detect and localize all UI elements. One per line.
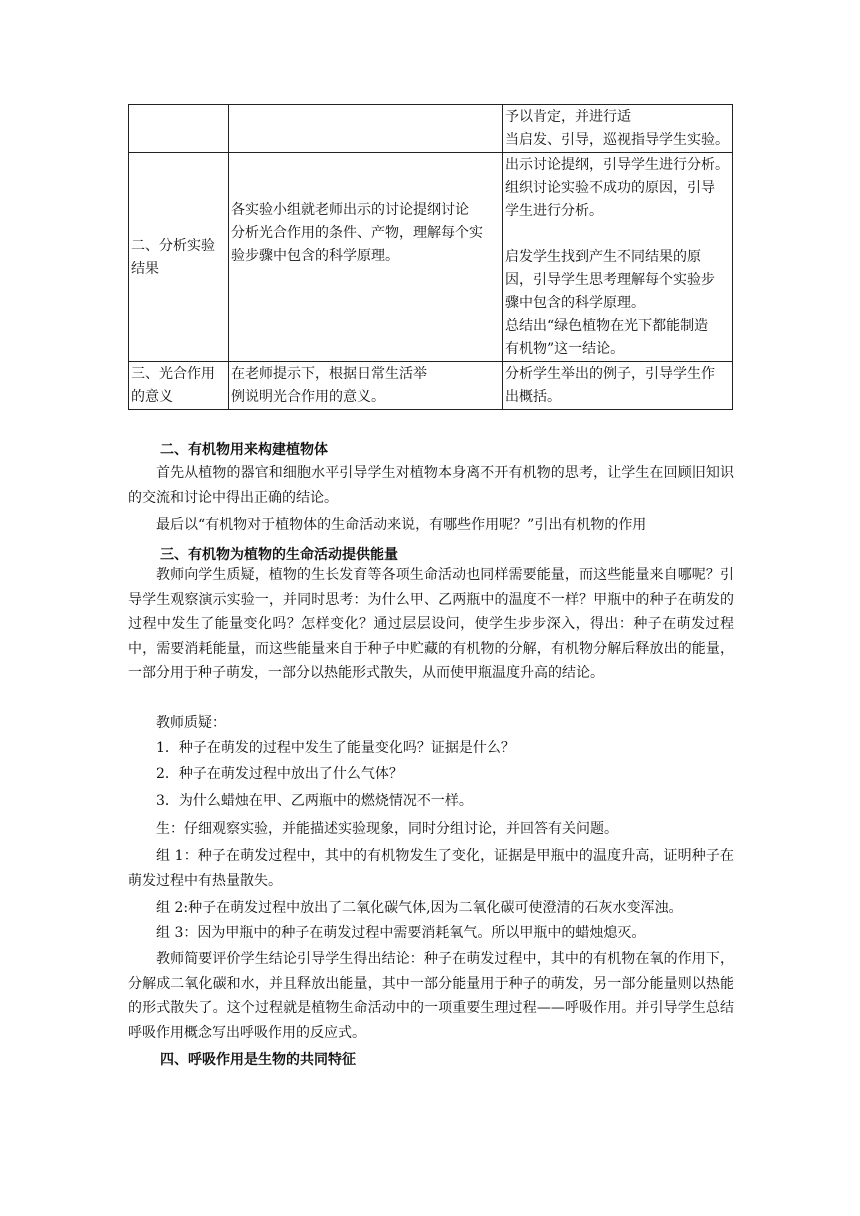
- table-cell: [229, 105, 503, 153]
- cell-text: 当启发、引导，巡视指导学生实验。: [505, 132, 729, 148]
- section-heading: 四、呼吸作用是生物的共同特征: [160, 1052, 356, 1068]
- paragraph: 生：仔细观察实验，并能描述实验现象，同时分组讨论，并回答有关问题。: [156, 821, 618, 837]
- cell-text: [505, 223, 731, 246]
- cell-text: 有机物”这一结论。: [505, 341, 625, 357]
- paragraph: 首先从植物的器官和细胞水平引导学生对植物本身离不开有机物的思考，让学生在回顾旧知识的交流和讨论中得出正确的结论。: [128, 465, 734, 506]
- cell-text: 验步骤中包含的科学原理。: [231, 248, 399, 264]
- cell-text: 结果: [131, 260, 159, 277]
- table-cell: [503, 362, 733, 410]
- cell-text: 的意义: [131, 389, 173, 405]
- cell-text: 在老师提示下，根据日常生活举: [231, 366, 427, 382]
- lesson-plan-table: [128, 104, 733, 410]
- group-answer: 组 2:种子在萌发过程中放出了二氧化碳气体,因为二氧化碳可使澄清的石灰水变浑浊。: [156, 900, 683, 916]
- paragraph: 教师向学生质疑，植物的生长发育等各项生命活动也同样需要能量，而这些能量来自哪呢？引导学生观察演示实验一，并同时思考：为什么甲、乙两瓶中的温度不一样？甲瓶中的种子在萌发的过程中发生了能量变化吗？怎样变化？通过层层设问，使学生步步深入，得出：种子在萌发过程中，需要消耗能量，而这些能量来自于种子中贮藏的有机物的分解，有机物分解后释放出的能量，一部分用于种子萌发，一部分以热能形式散失，从而使甲瓶温度升高的结论。: [128, 567, 734, 682]
- paragraph: 教师质疑：: [156, 715, 226, 731]
- table-cell: [129, 105, 229, 153]
- cell-text: 例说明光合作用的意义。: [231, 389, 385, 405]
- table-cell: [129, 153, 229, 362]
- group-answer: 组 1：种子在萌发过程中，其中的有机物发生了变化，证据是甲瓶中的温度升高，证明种子在萌发过程中有热量散失。: [128, 848, 734, 889]
- cell-text: 予以肯定，并进行适: [505, 109, 631, 125]
- cell-text: 因，引导学生思考理解每个实验步: [505, 272, 715, 288]
- table-cell: [129, 362, 229, 410]
- question-item: 2．种子在萌发过程中放出了什么气体？: [156, 766, 403, 782]
- cell-text: 三、光合作用: [131, 366, 215, 382]
- table-cell: [503, 105, 733, 153]
- cell-text: 分析光合作用的条件、产物，理解每个实: [231, 225, 483, 241]
- cell-text: 出概括。: [505, 389, 561, 405]
- cell-text: 骤中包含的科学原理。: [505, 295, 645, 311]
- cell-text: 启发学生找到产生不同结果的原: [505, 249, 701, 265]
- question-item: 3．为什么蜡烛在甲、乙两瓶中的燃烧情况不一样。: [156, 793, 473, 809]
- cell-text: 各实验小组就老师出示的讨论提纲讨论: [231, 202, 469, 218]
- group-answer: 组 3：因为甲瓶中的种子在萌发过程中需要消耗氧气。所以甲瓶中的蜡烛熄灭。: [156, 925, 646, 941]
- table-row: [129, 105, 733, 153]
- paragraph: 教师简要评价学生结论引导学生得出结论：种子在萌发过程中，其中的有机物在氧的作用下，分解成二氧化碳和水，并且释放出能量，其中一部分能量用于种子的萌发，另一部分能量则以热能的形式散失了。这个过程就是植物生命活动中的一项重要生理过程——呼吸作用。并引导学生总结呼吸作用概念写出呼吸作用的反应式。: [128, 951, 734, 1041]
- table-row: [129, 362, 733, 410]
- cell-text: 分析学生举出的例子，引导学生作: [505, 366, 715, 382]
- section-heading: 二、有机物用来构建植物体: [160, 442, 328, 458]
- table-cell: [229, 362, 503, 410]
- cell-text: 总结出“绿色植物在光下都能制造: [505, 318, 709, 334]
- paragraph: 最后以“有机物对于植物体的生命活动来说，有哪些作用呢？”引出有机物的作用: [156, 517, 647, 533]
- cell-text: 组织讨论实验不成功的原因，引导: [505, 180, 715, 196]
- question-item: 1．种子在萌发的过程中发生了能量变化吗？证据是什么？: [156, 740, 515, 756]
- cell-text: 出示讨论提纲，引导学生进行分析。: [505, 157, 729, 173]
- table-cell: [229, 153, 503, 362]
- table-row: [129, 153, 733, 362]
- cell-text: 学生进行分析。: [505, 203, 603, 219]
- section-heading: 三、有机物为植物的生命活动提供能量: [160, 547, 398, 563]
- table-cell: [503, 153, 733, 362]
- cell-text: 二、分析实验: [131, 237, 215, 254]
